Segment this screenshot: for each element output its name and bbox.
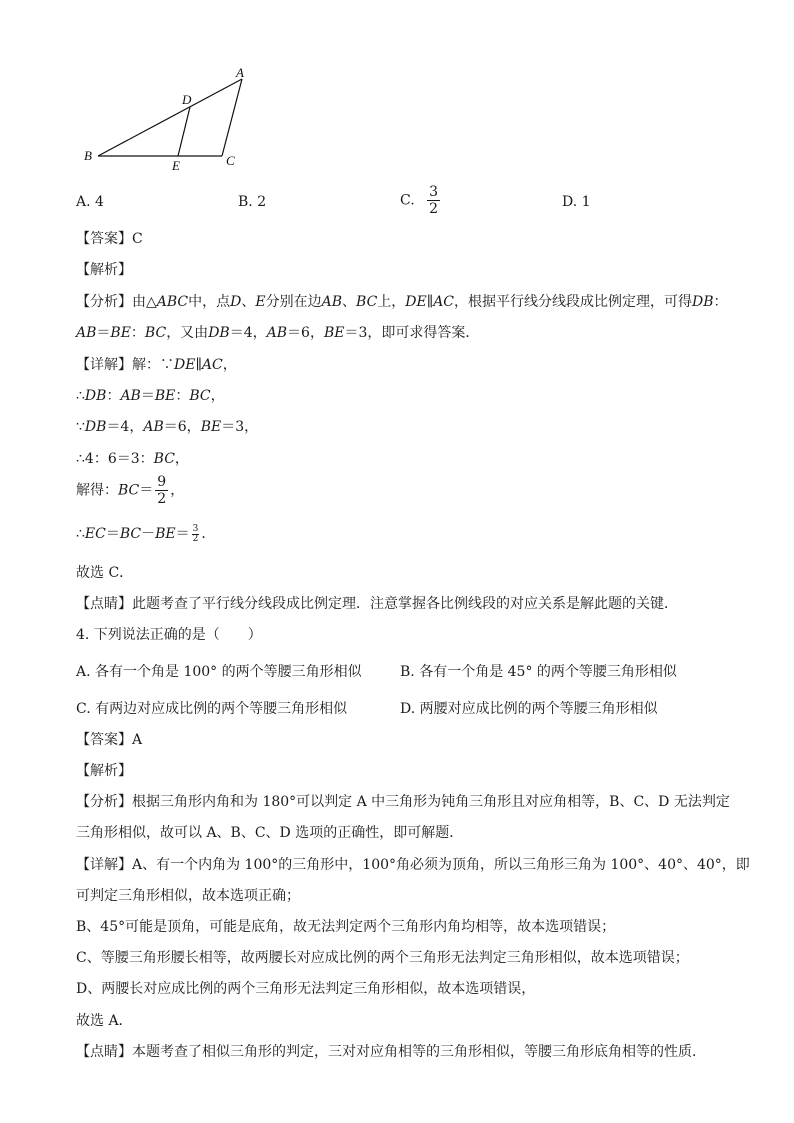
text: ， <box>210 388 225 404</box>
q4-answer <box>76 730 142 750</box>
q3-option-d <box>562 194 591 210</box>
text: ∴ <box>76 526 85 542</box>
text: ∵ <box>76 419 85 435</box>
text: ： <box>106 388 121 404</box>
text: ，根据平行线分线段成比例定理，可得 <box>454 294 693 310</box>
q4-dianjing-text: 本题考查了相似三角形的判定，三对对应角相等的三角形相似，等腰三角形底角相等的性质． <box>132 1044 706 1060</box>
q4-option-c-letter: C. <box>76 701 91 717</box>
text: A、有一个内角为 100°的三角形中，100°角必须为顶角，所以三角形三角为 100°、40°、40°，即 <box>132 857 750 873</box>
q3-answer-value: C <box>132 231 143 247</box>
text: ： <box>130 325 145 341</box>
q4-analysis-line-1 <box>76 792 730 812</box>
q3-dianjing-tag: 【点睛】 <box>76 596 132 612</box>
numerator: 9 <box>157 474 167 490</box>
q4-answer-tag: 【答案】 <box>76 732 132 748</box>
text: 解得： <box>76 482 118 499</box>
q4-option-d-letter: D. <box>400 701 416 717</box>
q3-option-b <box>238 194 266 210</box>
math: BE <box>200 419 222 435</box>
numerator: 3 <box>192 523 199 534</box>
math: BC <box>356 294 378 310</box>
q3-step-3 <box>76 449 189 469</box>
q4-detail-tag: 【详解】 <box>76 857 132 873</box>
q4-stem: 4. 下列说法正确的是（ ） <box>76 627 262 643</box>
text: ＝4， <box>229 325 267 341</box>
label-d: D <box>182 92 192 107</box>
text: 解：∵ <box>132 357 174 373</box>
q4-detail-line-5: D、两腰长对应成比例的两个三角形无法判定三角形相似，故本选项错误， <box>76 981 536 997</box>
q3-jiexi-tag: 【解析】 <box>76 262 132 278</box>
math: BE <box>155 526 176 542</box>
text: ＝6， <box>287 325 324 341</box>
q3-option-d-letter: D. <box>562 194 578 210</box>
math: DB <box>692 294 714 310</box>
q3-analysis-tag: 【分析】 <box>76 294 132 310</box>
q4-option-a-text: 各有一个角是 100° 的两个等腰三角形相似 <box>95 664 362 680</box>
math: AB <box>120 388 141 404</box>
text: ： <box>713 294 728 310</box>
q3-detail-line-1 <box>76 355 237 375</box>
q3-option-b-letter: B. <box>238 194 253 210</box>
math: AB <box>143 419 164 435</box>
text: ＝ <box>175 526 190 542</box>
math: △ABC <box>146 294 189 310</box>
q4-option-c <box>76 698 347 718</box>
q4-option-a-letter: A. <box>76 664 91 680</box>
math: BC <box>153 451 175 467</box>
q3-detail-tag: 【详解】 <box>76 357 132 373</box>
triangle-figure <box>78 64 278 184</box>
text: ＝3，即可求得答案． <box>344 325 480 341</box>
math: AB <box>266 325 288 341</box>
math: DE∥AC <box>174 357 223 373</box>
q4-option-d-text: 两腰对应成比例的两个等腰三角形相似 <box>419 701 658 717</box>
math: DB <box>208 325 230 341</box>
segment-ba <box>98 79 242 156</box>
text: ， <box>222 357 237 373</box>
math: AB <box>321 294 343 310</box>
text: ∴ <box>76 388 85 404</box>
text: － <box>141 526 156 542</box>
math: DE∥AC <box>405 294 455 310</box>
text: ＝ <box>96 325 111 341</box>
q4-option-b <box>400 661 677 681</box>
q3-step-2 <box>76 417 258 437</box>
q4-jiexi-tag: 【解析】 <box>76 763 132 779</box>
denominator: 2 <box>157 491 167 507</box>
q3-option-a-value: 4 <box>95 194 104 210</box>
q4-option-a <box>76 661 362 681</box>
q3-step-5 <box>76 524 215 544</box>
label-a: A <box>236 65 244 80</box>
q3-step-1 <box>76 386 225 406</box>
math: D <box>230 294 242 310</box>
math: BE <box>110 325 131 341</box>
text: 上， <box>377 294 406 310</box>
q3-option-c <box>400 184 442 217</box>
q3-conclusion: 故选 C． <box>76 565 134 581</box>
label-c: C <box>226 153 235 168</box>
math: BC <box>118 482 140 499</box>
q4-dianjing-tag: 【点睛】 <box>76 1044 132 1060</box>
text: ＝4， <box>106 419 144 435</box>
q4-detail-line-3: B、45°可能是顶角，可能是底角，故无法判定两个三角形内角均相等，故本选项错误； <box>76 919 616 935</box>
q3-option-c-denominator: 2 <box>429 201 439 217</box>
text: 由 <box>132 294 146 310</box>
q4-dianjing <box>76 1042 706 1062</box>
text: ，又由 <box>166 325 209 341</box>
q3-answer-tag: 【答案】 <box>76 231 132 247</box>
text: 中，点 <box>188 294 231 310</box>
text: ， <box>170 482 185 499</box>
q3-step-5-fraction <box>192 525 200 544</box>
q3-dianjing <box>76 594 678 614</box>
q4-detail-line-4: C、等腰三角形腰长相等，故两腰长对应成比例的两个三角形无法判定三角形相似，故本选项错误； <box>76 950 689 966</box>
math: BC <box>144 325 167 341</box>
q3-option-b-value: 2 <box>257 194 267 210</box>
text: ＝3， <box>221 419 259 435</box>
math: E <box>255 294 266 310</box>
q4-conclusion: 故选 A． <box>76 1013 133 1029</box>
q4-option-c-text: 有两边对应成比例的两个等腰三角形相似 <box>95 701 348 717</box>
text: ＝6， <box>163 419 201 435</box>
triangle-diagram <box>78 64 278 180</box>
math: DB <box>84 388 107 404</box>
q4-option-d <box>400 698 658 718</box>
text: ： <box>175 388 190 404</box>
text: ＝ <box>140 388 155 404</box>
denominator: 2 <box>192 533 199 544</box>
q3-option-a-letter: A. <box>76 194 91 210</box>
text: ， <box>174 451 189 467</box>
math: DB <box>84 419 107 435</box>
text: 、 <box>342 294 357 310</box>
math: BC <box>189 388 211 404</box>
text: ∴4：6＝3： <box>76 451 154 467</box>
q4-answer-value: A <box>132 732 143 748</box>
q4-option-b-text: 各有一个角是 45° 的两个等腰三角形相似 <box>419 664 677 680</box>
q3-analysis-line-1 <box>76 292 728 312</box>
q4-detail-line-2: 可判定三角形相似，故本选项正确； <box>76 888 300 904</box>
math: BE <box>154 388 176 404</box>
q4-analysis-tag: 【分析】 <box>76 794 132 810</box>
text: ＝ <box>139 482 154 499</box>
label-e: E <box>172 158 180 173</box>
q3-answer <box>76 229 143 249</box>
q3-step-4 <box>76 474 184 507</box>
q3-analysis-line-2 <box>76 323 479 343</box>
text: ＝ <box>105 526 120 542</box>
q3-option-a <box>76 194 104 210</box>
math: BE <box>323 325 345 341</box>
label-b: B <box>84 148 92 163</box>
q3-option-c-numerator: 3 <box>429 184 439 200</box>
math: AB <box>76 325 97 341</box>
q3-option-c-fraction <box>427 184 440 217</box>
q4-analysis-line-2: 三角形相似，故可以 A、B、C、D 选项的正确性，即可解题． <box>76 825 464 841</box>
math: BC <box>119 526 142 542</box>
text: 分别在边 <box>265 294 322 310</box>
q3-option-c-letter: C. <box>400 192 415 209</box>
segment-de <box>178 107 190 156</box>
segment-ac <box>222 79 242 156</box>
q4-option-b-letter: B. <box>400 664 415 680</box>
text: 、 <box>241 294 256 310</box>
q3-option-d-value: 1 <box>581 194 591 210</box>
text: ． <box>201 526 216 542</box>
q3-dianjing-text: 此题考查了平行线分线段成比例定理．注意掌握各比例线段的对应关系是解此题的关键． <box>132 596 678 612</box>
math: EC <box>84 526 106 542</box>
q4-detail-line-1 <box>76 855 750 875</box>
q3-step-4-fraction <box>155 474 168 507</box>
text: 根据三角形内角和为 180°可以判定 A 中三角形为钝角三角形且对应角相等，B、C、D 无法判定 <box>132 794 730 810</box>
